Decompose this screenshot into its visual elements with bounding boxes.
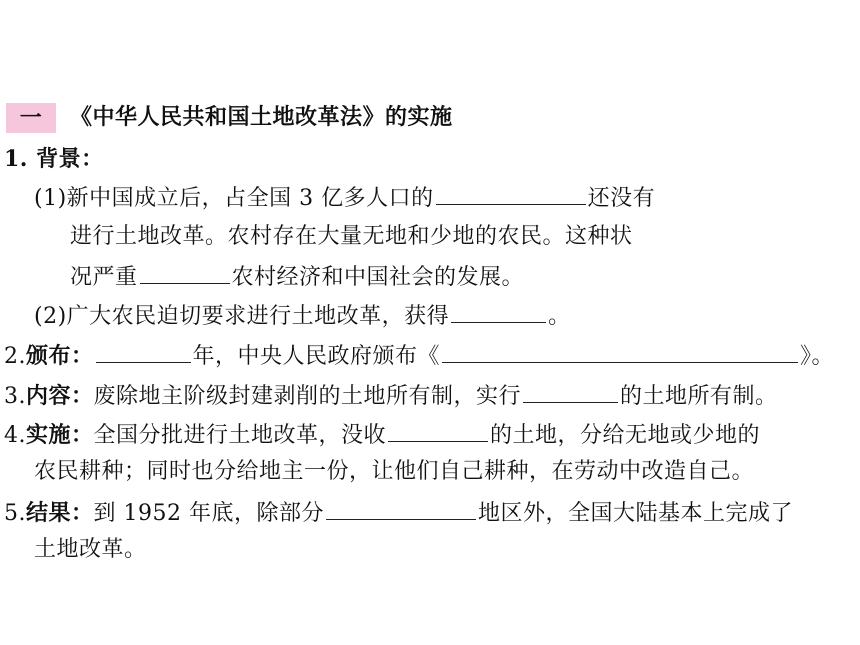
item-number: 4. <box>4 423 26 448</box>
text-span: 废除地主阶级封建剥削的土地所有制，实行 <box>93 384 522 409</box>
text-span: 年，中央人民政府颁布《 <box>192 344 441 369</box>
item-label: 内容： <box>26 383 94 409</box>
item-number: 3. <box>4 384 26 409</box>
result-item-line-1 <box>4 497 793 529</box>
promulgation-item <box>4 340 834 372</box>
text-span: 到 1952 年底，除部分 <box>93 501 324 526</box>
text-span: 。 <box>548 304 571 329</box>
item-number: 5. <box>4 501 26 526</box>
text-span: 的土地，分给无地或少地的 <box>490 423 761 448</box>
answer-blank[interactable] <box>442 340 798 363</box>
text-span: 进行土地改革。农村存在大量无地和少地的农民。这种状 <box>70 224 633 249</box>
text-span: 土地改革。 <box>34 537 147 562</box>
answer-blank[interactable] <box>96 340 191 363</box>
content-item <box>4 380 778 412</box>
answer-blank[interactable] <box>523 380 618 403</box>
text-span: 全国分批进行土地改革，没收 <box>93 423 387 448</box>
implementation-item-line-2 <box>34 457 754 487</box>
text-span: 》。 <box>800 344 835 369</box>
background-point-1-line-1 <box>34 182 655 214</box>
implementation-item-line-1 <box>4 419 760 451</box>
answer-blank[interactable] <box>140 261 230 284</box>
background-point-1-line-2 <box>70 222 633 252</box>
item-label: 实施： <box>26 422 94 448</box>
answer-blank[interactable] <box>388 419 488 442</box>
background-label <box>4 144 104 174</box>
text-span: 农村经济和中国社会的发展。 <box>231 265 525 290</box>
item-number: 2. <box>4 344 26 369</box>
item-label: 结果： <box>26 500 94 526</box>
answer-blank[interactable] <box>326 497 476 520</box>
text-span: 农民耕种；同时也分给地主一份，让他们自己耕种，在劳动中改造自己。 <box>34 459 755 484</box>
text-span: 况严重 <box>70 265 138 290</box>
text-span: 还没有 <box>587 186 656 211</box>
text-span: 的土地所有制。 <box>620 384 778 409</box>
result-item-line-2 <box>34 535 147 565</box>
text-span: 地区外，全国大陆基本上完成了 <box>478 501 794 526</box>
section-number-badge: 一 <box>6 103 56 133</box>
section-title: 《中华人民共和国土地改革法》的实施 <box>70 104 453 130</box>
text-span: (1)新中国成立后，占全国 3 亿多人口的 <box>34 186 434 211</box>
background-label-text: 1. 背景： <box>4 146 104 172</box>
section-heading <box>6 102 453 133</box>
background-point-1-line-3 <box>70 261 524 293</box>
answer-blank[interactable] <box>451 300 546 323</box>
item-label: 颁布： <box>26 343 94 369</box>
answer-blank[interactable] <box>436 182 586 205</box>
background-point-2 <box>34 300 571 332</box>
text-span: (2)广大农民迫切要求进行土地改革，获得 <box>34 304 450 329</box>
